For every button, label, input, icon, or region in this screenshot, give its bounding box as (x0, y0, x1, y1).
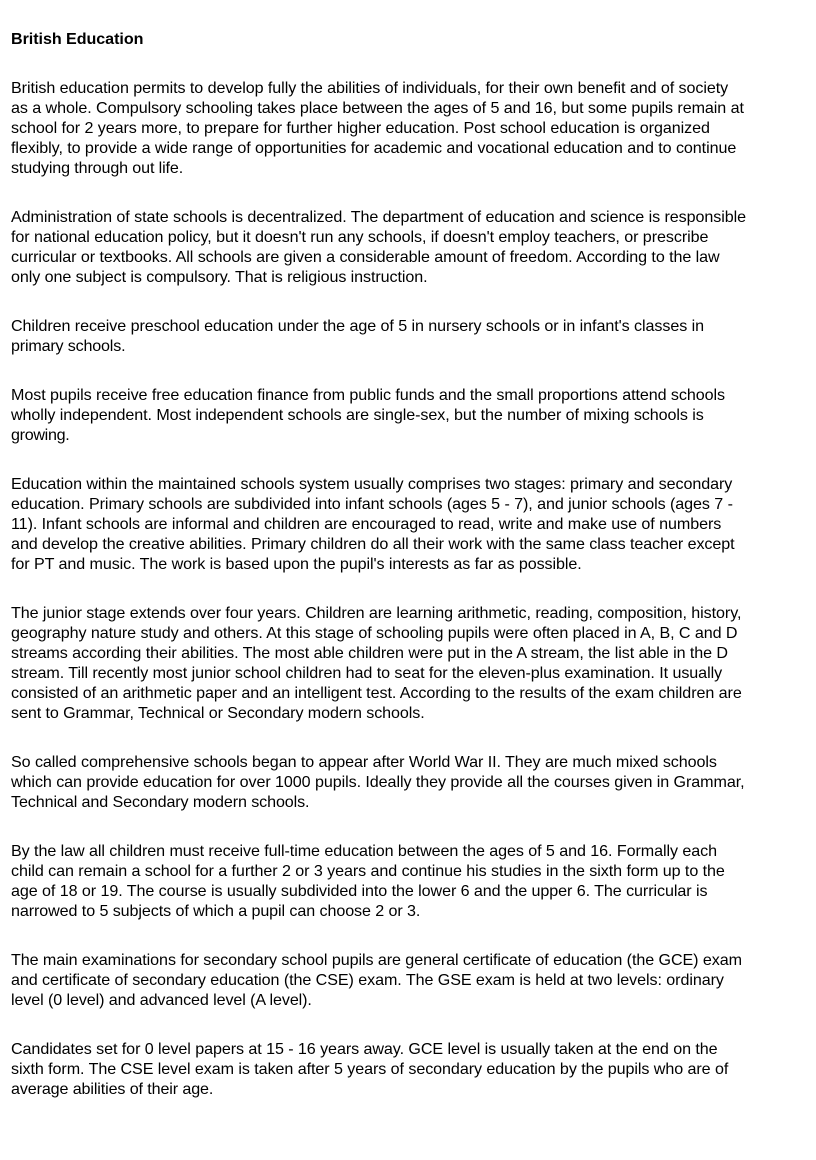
paragraph (11, 752, 816, 812)
text-line: By the law all children must receive full-time education between the ages of 5 and 16. Formally each (11, 842, 717, 860)
text-line: primary schools. (11, 337, 126, 355)
text-line: and develop the creative abilities. Primary children do all their work with the same class teacher except (11, 535, 735, 553)
text-line: geography nature study and others. At this stage of schooling pupils were often placed in A, B, C and D (11, 624, 738, 642)
paragraph (11, 841, 816, 921)
paragraph (11, 78, 816, 178)
text-line: age of 18 or 19. The course is usually subdivided into the lower 6 and the upper 6. The curricular is (11, 882, 708, 900)
text-line: growing. (11, 426, 70, 444)
paragraph (11, 950, 816, 1010)
text-line: level (0 level) and advanced level (A level). (11, 991, 312, 1009)
text-line: sent to Grammar, Technical or Secondary modern schools. (11, 704, 425, 722)
text-line: The main examinations for secondary school pupils are general certificate of education (the GCE) exam (11, 951, 742, 969)
text-line: narrowed to 5 subjects of which a pupil can choose 2 or 3. (11, 902, 421, 920)
text-line: and certificate of secondary education (the CSE) exam. The GSE exam is held at two levels: ordinary (11, 971, 724, 989)
paragraph (11, 603, 816, 723)
text-line: as a whole. Compulsory schooling takes place between the ages of 5 and 16, but some pupils remain at (11, 99, 744, 117)
text-line: school for 2 years more, to prepare for further higher education. Post school education is organized (11, 119, 710, 137)
text-line: for PT and music. The work is based upon the pupil's interests as far as possible. (11, 555, 582, 573)
text-line: studying through out life. (11, 159, 184, 177)
text-line: 11). Infant schools are informal and children are encouraged to read, write and make use of numbers (11, 515, 722, 533)
text-line: streams according their abilities. The most able children were put in the A stream, the list able in the D (11, 644, 728, 662)
text-line: Education within the maintained schools system usually comprises two stages: primary and secondary (11, 475, 733, 493)
paragraph (11, 207, 816, 287)
text-line: average abilities of their age. (11, 1080, 214, 1098)
paragraph (11, 385, 816, 445)
text-line: sixth form. The CSE level exam is taken after 5 years of secondary education by the pupils who are of (11, 1060, 729, 1078)
text-line: British education permits to develop fully the abilities of individuals, for their own benefit and of society (11, 79, 729, 97)
text-line: for national education policy, but it doesn't run any schools, if doesn't employ teachers, or prescribe (11, 228, 709, 246)
text-line: wholly independent. Most independent schools are single-sex, but the number of mixing schools is (11, 406, 704, 424)
paragraph (11, 316, 816, 356)
text-line: So called comprehensive schools began to appear after World War II. They are much mixed schools (11, 753, 717, 771)
text-line: Children receive preschool education under the age of 5 in nursery schools or in infant's classes in (11, 317, 704, 335)
text-line: Most pupils receive free education finance from public funds and the small proportions attend schools (11, 386, 725, 404)
paragraph (11, 474, 816, 574)
text-line: only one subject is compulsory. That is religious instruction. (11, 268, 428, 286)
text-line: Candidates set for 0 level papers at 15 - 16 years away. GCE level is usually taken at the end on the (11, 1040, 718, 1058)
text-line: which can provide education for over 1000 pupils. Ideally they provide all the courses given in Grammar, (11, 773, 745, 791)
text-line: consisted of an arithmetic paper and an intelligent test. According to the results of the exam children are (11, 684, 742, 702)
document-page (11, 29, 816, 1128)
text-line: child can remain a school for a further 2 or 3 years and continue his studies in the sixth form up to the (11, 862, 725, 880)
text-line: flexibly, to provide a wide range of opportunities for academic and vocational education and to continue (11, 139, 737, 157)
text-line: education. Primary schools are subdivided into infant schools (ages 5 - 7), and junior schools (ages 7 - (11, 495, 733, 513)
text-line: Technical and Secondary modern schools. (11, 793, 310, 811)
text-line: The junior stage extends over four years. Children are learning arithmetic, reading, composition, history, (11, 604, 742, 622)
paragraph (11, 1039, 816, 1099)
text-line: Administration of state schools is decentralized. The department of education and science is responsible (11, 208, 747, 226)
text-line: curricular or textbooks. All schools are given a considerable amount of freedom. According to the law (11, 248, 720, 266)
document-body (11, 78, 816, 1099)
text-line: stream. Till recently most junior school children had to seat for the eleven-plus examination. It usually (11, 664, 723, 682)
document-title: British Education (11, 30, 144, 48)
